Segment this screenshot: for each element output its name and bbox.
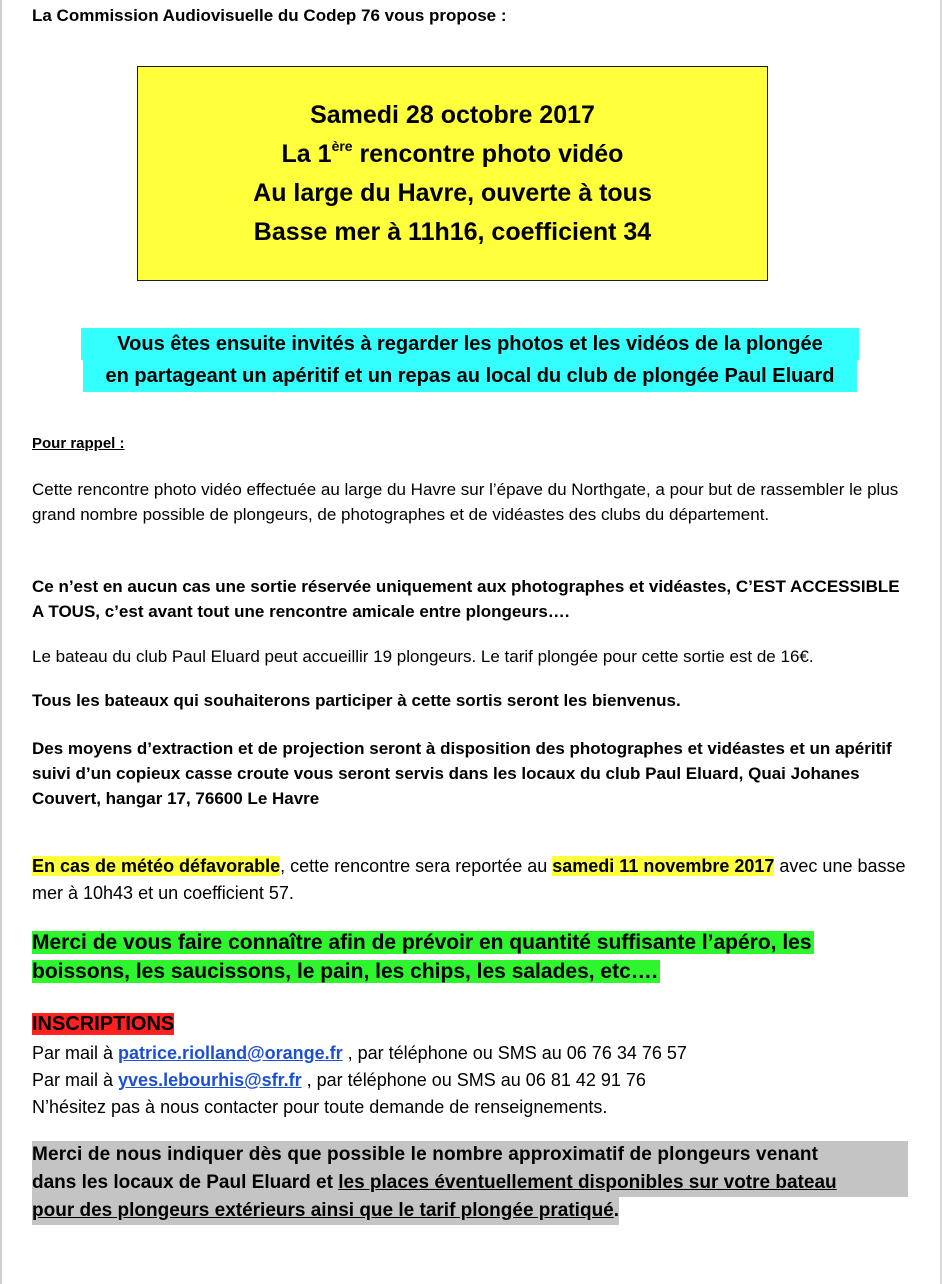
inscriptions-title-text: INSCRIPTIONS [32,1013,175,1035]
weather-text-2: avec une basse mer à 10h43 et un coefficient 57. [32,856,906,903]
final-line-2 [32,1169,908,1197]
weather-highlight-2: samedi 11 novembre 2017 [552,856,775,876]
contact-2-email-link[interactable]: yves.lebourhis@sfr.fr [118,1070,302,1090]
final-line-1: Merci de nous indiquer dès que possible le nombre approximatif de plongeurs venant [32,1141,908,1169]
event-date: Samedi 28 octobre 2017 [310,101,595,129]
contact-line-1 [32,1040,687,1067]
weather-note [32,853,912,907]
contact-1-phone: , par téléphone ou SMS au 06 76 34 76 57 [342,1043,687,1063]
contact-note: N’hésitez pas à nous contacter pour toute demande de renseignements. [32,1097,608,1117]
reminder-paragraph-5: Des moyens d’extraction et de projection seront à disposition des photographes et vidéastes et un apéritif suivi d’un copieux casse croute vous seront servis dans les locaux du club Paul Eluard, Quai Johanes Couvert, hangar 17, 76600 Le Havre [32,739,892,808]
invitation-banner [44,328,896,392]
invitation-line-2: en partageant un apéritif et un repas au local du club de plongée Paul Eluard [83,360,856,392]
event-title-suffix: rencontre photo vidéo [352,140,624,168]
page-left-edge [0,0,2,1284]
event-title-superscript: ère [331,138,353,154]
final-line-3 [32,1197,619,1225]
event-title [138,135,767,174]
supplies-line-2: boissons, les saucissons, le pain, les chips, les salades, etc…. [32,960,658,983]
event-announcement-box [137,66,768,281]
reminder-paragraph-2: Ce n’est en aucun cas une sortie réservée uniquement aux photographes et vidéastes, C’EST ACCESSIBLE A TOUS, c’est avant tout une rencontre amicale entre plongeurs…. [32,577,900,621]
reminder-paragraph-4: Tous les bateaux qui souhaiterons participer à cette sortis seront les bienvenus. [32,691,681,710]
supplies-line-1: Merci de vous faire connaître afin de prévoir en quantité suffisante l’apéro, les [32,931,812,954]
weather-highlight-1: En cas de météo défavorable [32,856,281,876]
reminder-heading-text: Pour rappel : [32,435,125,452]
contact-2-phone: , par téléphone ou SMS au 06 81 42 91 76 [301,1070,646,1090]
final-line-3-end: . [613,1200,620,1221]
reminder-heading [32,431,912,456]
event-tide: Basse mer à 11h16, coefficient 34 [253,218,652,246]
intro-heading: La Commission Audiovisuelle du Codep 76 vous propose : [32,6,507,25]
contact-line-2 [32,1067,646,1094]
final-line-2-plain: dans les locaux de Paul Eluard et [32,1172,339,1193]
reminder-paragraph-3: Le bateau du club Paul Eluard peut accueillir 19 plongeurs. Le tarif plongée pour cette sortie est de 16€. [32,647,814,666]
event-title-prefix: La 1 [281,140,332,168]
contact-1-prefix: Par mail à [32,1043,119,1063]
contact-2-prefix: Par mail à [32,1070,119,1090]
final-line-3-underlined: pour des plongeurs extérieurs ainsi que le tarif plongée pratiqué [32,1200,614,1221]
weather-text-1: , cette rencontre sera reportée au [280,856,553,876]
final-request-note [32,1141,908,1225]
inscriptions-title [32,1011,174,1038]
invitation-line-1: Vous êtes ensuite invités à regarder les photos et les vidéos de la plongée [81,328,858,360]
contact-1-email-link[interactable]: patrice.riolland@orange.fr [118,1043,343,1063]
supplies-request-note [32,928,912,986]
event-location: Au large du Havre, ouverte à tous [253,179,652,207]
reminder-paragraph-1: Cette rencontre photo vidéo effectuée au large du Havre sur l’épave du Northgate, a pour but de rassembler le plus grand nombre possible de plongeurs, de photographes et de vidéastes des clubs du département. [32,480,899,524]
final-line-2-underlined: les places éventuellement disponibles sur votre bateau [338,1172,837,1193]
